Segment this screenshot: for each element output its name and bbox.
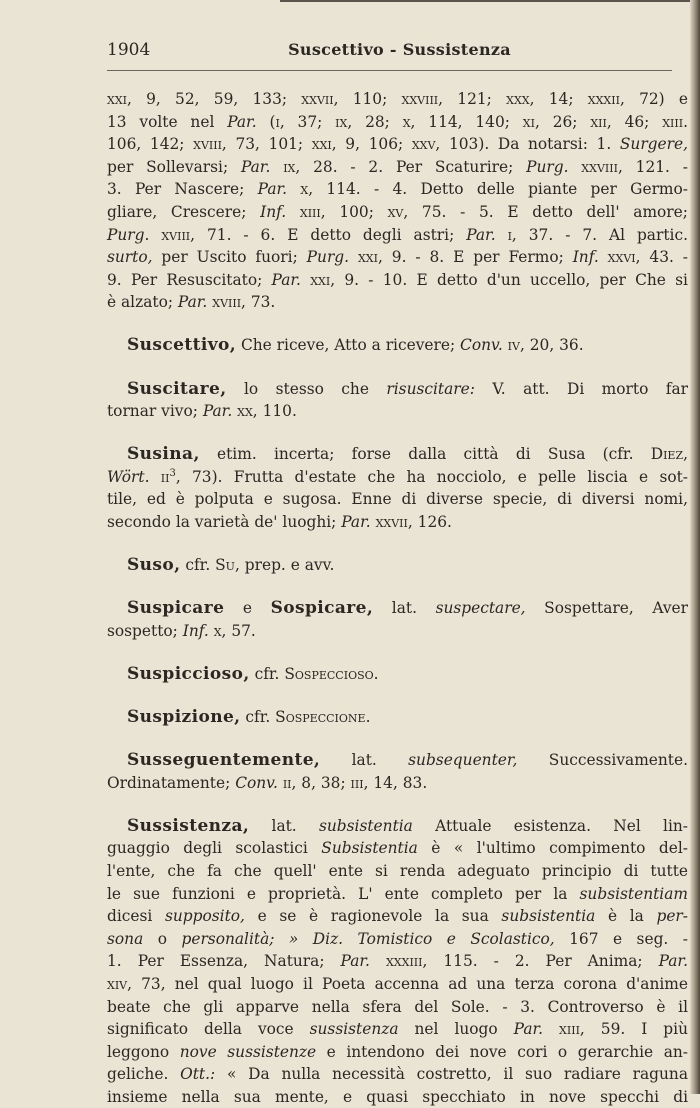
- italic-text: subsistentia: [318, 816, 413, 835]
- text-run: .: [365, 707, 371, 726]
- text-run: , 9, 52, 59, 133;: [127, 90, 302, 108]
- text-run: , 72) e: [619, 90, 688, 108]
- text-run: , 114, 140;: [410, 112, 523, 131]
- text-line: [107, 466, 688, 489]
- small-caps-text: xiii: [299, 202, 321, 221]
- text-line: [107, 291, 688, 314]
- book-binding-edge: [690, 0, 700, 1094]
- text-run: e: [224, 599, 271, 618]
- headword: Suspiccioso,: [127, 663, 250, 684]
- text-run: , 28. - 2. Per Scaturire;: [295, 157, 527, 176]
- text-run: sospetto;: [107, 621, 183, 640]
- text-run: dicesi: [107, 907, 165, 926]
- headword: Suspicare: [127, 598, 225, 619]
- text-run: , 126.: [407, 513, 452, 531]
- text-run: [543, 1020, 559, 1038]
- text-run: Ordinatamente;: [107, 773, 236, 792]
- italic-text: Purg.: [306, 248, 350, 267]
- italic-text: Inf.: [260, 202, 287, 221]
- text-run: , 9, 106;: [331, 135, 412, 154]
- text-line: [107, 749, 688, 772]
- entry-continuation: [107, 88, 688, 314]
- text-line: [107, 88, 688, 111]
- text-line: [107, 488, 688, 511]
- text-run: , prep. e avv.: [234, 556, 335, 575]
- text-line: [107, 706, 688, 729]
- text-run: e se è ragionevole la sua: [244, 907, 502, 926]
- small-caps-text: xiv: [107, 974, 128, 993]
- text-run: leggono: [107, 1042, 180, 1061]
- text-run: , 59. I più: [579, 1020, 688, 1039]
- small-caps-text: xx: [237, 402, 253, 421]
- small-caps-text: ii: [282, 773, 292, 792]
- text-run: [599, 248, 608, 266]
- italic-text: nove sussistenze: [179, 1042, 317, 1061]
- text-run: , 110;: [333, 90, 402, 108]
- dictionary-entry: [107, 554, 688, 577]
- italic-text: surto,: [107, 248, 153, 267]
- text-run: [270, 158, 283, 176]
- small-caps-text: xxi: [107, 90, 128, 108]
- text-run: 1. Per Essenza, Natura;: [107, 952, 341, 971]
- text-run: , 73, 101;: [221, 135, 312, 154]
- small-caps-text: x: [300, 180, 309, 199]
- text-run: Successivamente.: [517, 751, 688, 770]
- text-run: cfr.: [240, 707, 276, 726]
- text-line: [107, 1041, 688, 1064]
- text-line: [107, 620, 688, 643]
- small-caps-text: xxxiii: [385, 952, 423, 971]
- dictionary-entry: [107, 597, 688, 642]
- page-top-edge: [280, 0, 700, 2]
- text-run: 9. Per Resuscitato;: [107, 270, 272, 289]
- text-run: , 121. -: [617, 157, 688, 176]
- text-run: significato della voce: [107, 1020, 310, 1039]
- text-run: V. att. Di morto far: [474, 379, 689, 398]
- text-run: [149, 468, 160, 486]
- small-caps-text: xxx: [506, 90, 530, 108]
- italic-text: Par.: [227, 112, 257, 131]
- small-caps-text: xxi: [357, 248, 378, 267]
- text-run: , 75. - 5. E detto dell' amore;: [403, 202, 688, 221]
- text-run: , 73.: [241, 293, 276, 312]
- text-run: tornar vivo;: [107, 402, 203, 421]
- small-caps-text: ii: [160, 467, 170, 486]
- text-line: [107, 928, 688, 951]
- text-line: [107, 973, 688, 996]
- header-rule: [107, 70, 672, 71]
- text-run: , 37. - 7. Al partic.: [511, 225, 688, 244]
- text-line: [107, 246, 688, 269]
- text-run: cfr.: [180, 556, 216, 575]
- italic-text: Par.: [257, 180, 288, 199]
- text-line: [107, 443, 688, 466]
- text-run: 13 volte nel: [107, 112, 228, 131]
- dictionary-entries: [107, 88, 688, 1108]
- small-caps-text: ix: [283, 157, 296, 176]
- text-run: per Uscito fuori;: [152, 248, 307, 267]
- italic-text: Conv.: [460, 336, 503, 355]
- headword: Suscitare,: [127, 378, 227, 399]
- text-run: lat.: [249, 816, 319, 835]
- text-run: lat.: [320, 751, 409, 770]
- small-caps-text: iv: [507, 336, 520, 355]
- text-run: [496, 226, 508, 244]
- text-run: , 43. -: [635, 248, 689, 267]
- dictionary-entry: [107, 334, 688, 357]
- italic-text: risuscitare:: [386, 379, 475, 398]
- small-caps-text: i: [507, 225, 512, 244]
- text-run: , 9. - 10. E detto d'un uccello, per Che si: [330, 270, 688, 289]
- small-caps-text: i: [275, 112, 280, 131]
- text-run: per Sollevarsi;: [107, 157, 241, 176]
- italic-text: Par.: [513, 1020, 544, 1039]
- text-run: ,: [683, 445, 688, 464]
- text-line: [107, 815, 688, 838]
- italic-text: Purg.: [526, 157, 569, 176]
- italic-text: sussistenza: [309, 1020, 399, 1039]
- text-line: [107, 111, 688, 134]
- page-header: [107, 40, 672, 64]
- text-line: [107, 511, 688, 534]
- text-line: [107, 860, 688, 883]
- text-run: [349, 248, 358, 266]
- text-run: beate che gli apparve nella sfera del Sole. - 3. Controverso è il: [107, 997, 688, 1016]
- text-line: [107, 950, 688, 973]
- text-line: [107, 1018, 688, 1041]
- small-caps-text: xxviii: [581, 157, 618, 176]
- text-run: lat.: [373, 599, 436, 618]
- small-caps-text: xviii: [193, 135, 222, 154]
- italic-text: subsequenter,: [408, 751, 518, 770]
- text-run: .: [373, 664, 379, 683]
- text-line: [107, 334, 688, 357]
- italic-text: subsistentiam: [579, 884, 688, 903]
- page-number: 1904: [107, 40, 151, 60]
- small-caps-text: xv: [387, 202, 404, 221]
- italic-text: Inf.: [572, 248, 599, 267]
- italic-text: per-: [656, 907, 688, 926]
- text-run: [568, 158, 581, 176]
- text-line: [107, 224, 688, 247]
- text-run: è alzato;: [107, 293, 178, 312]
- text-run: le sue funzioni e proprietà. L' ente completo per la: [107, 884, 580, 903]
- small-caps-text: xiii: [662, 112, 684, 131]
- small-caps-text: xxv: [411, 135, 436, 154]
- headword: Sussistenza,: [127, 815, 250, 836]
- text-run: guaggio degli scolastici: [107, 839, 322, 858]
- text-run: , 71. - 6. E detto degli astri;: [190, 225, 467, 244]
- headword: Susseguentemente,: [127, 750, 321, 771]
- text-line: [107, 201, 688, 224]
- italic-text: Par.: [177, 293, 208, 312]
- small-caps-text: xxvi: [607, 248, 636, 267]
- text-run: , 37;: [279, 112, 336, 131]
- text-run: Che riceve, Atto a ricevere;: [236, 336, 461, 355]
- text-run: , 9. - 8. E per Fermo;: [377, 248, 573, 267]
- text-run: [149, 226, 161, 244]
- text-run: tile, ed è polputa e sugosa. Enne di diverse specie, di diversi nomi,: [107, 490, 688, 509]
- text-run: , 115. - 2. Per Anima;: [422, 952, 659, 971]
- text-run: l'ente, che fa che quell' ente si renda adeguato principio di tutte: [107, 861, 688, 880]
- text-run: [370, 952, 386, 970]
- text-run: geliche.: [107, 1065, 181, 1084]
- text-run: 167 e seg. -: [554, 929, 688, 948]
- italic-text: personalità; » Diz. Tomistico e Scolastico,: [181, 929, 555, 948]
- text-run: .: [683, 112, 688, 131]
- text-line: [107, 837, 688, 860]
- italic-text: Par.: [466, 225, 496, 244]
- text-run: , 114. - 4. Detto delle piante per Germo-: [308, 180, 688, 199]
- small-caps-text: xviii: [212, 293, 242, 312]
- headword: Suso,: [127, 555, 181, 576]
- text-run: insieme nella sua mente, e quasi specchiato in nove specchi di: [107, 1087, 688, 1106]
- running-title: Suscettivo - Sussistenza: [288, 40, 511, 59]
- text-run: , 73). Frutta d'estate che ha nocciolo, e pelle liscia e sot-: [175, 467, 688, 486]
- small-caps-text: xxviii: [401, 90, 439, 108]
- text-line: [107, 133, 688, 156]
- small-caps-text: x: [402, 112, 411, 131]
- text-run: Attuale esistenza. Nel lin-: [412, 816, 688, 835]
- text-run: « Da nulla necessità costretto, il suo radiare raguna: [215, 1065, 688, 1084]
- italic-text: Par.: [240, 157, 271, 176]
- text-line: [107, 156, 688, 179]
- italic-text: Subsistentia: [321, 839, 418, 858]
- text-line: [107, 400, 688, 423]
- text-line: [107, 772, 688, 795]
- italic-text: Ott.:: [180, 1065, 216, 1084]
- text-run: , 28;: [347, 112, 403, 131]
- small-caps-text: ix: [335, 112, 348, 131]
- italic-text: Inf.: [182, 621, 209, 640]
- text-run: , 46;: [606, 112, 663, 131]
- text-run: etim. incerta; forse dalla città di Susa (cfr.: [199, 445, 651, 464]
- text-run: [301, 271, 310, 289]
- text-run: è « l'ultimo compimento del-: [417, 839, 688, 858]
- text-run: , 14, 83.: [363, 773, 428, 792]
- small-caps-text: xxi: [311, 135, 332, 154]
- text-line: [107, 996, 688, 1019]
- text-run: nel luogo: [398, 1020, 514, 1039]
- text-line: [107, 663, 688, 686]
- italic-text: Conv.: [235, 773, 278, 792]
- text-run: e intendono dei nove cori o gerarchie an-: [316, 1042, 688, 1061]
- text-line: [107, 905, 688, 928]
- superscript: 3: [169, 467, 176, 479]
- text-run: cfr.: [249, 664, 285, 683]
- dictionary-entry: [107, 378, 688, 423]
- small-caps-text: Su: [215, 556, 235, 575]
- headword: Sospicare,: [270, 598, 374, 619]
- text-run: gliare, Crescere;: [107, 202, 261, 221]
- text-run: , 14;: [529, 90, 588, 108]
- text-line: [107, 1086, 688, 1108]
- text-line: [107, 1063, 688, 1086]
- italic-text: Wört.: [107, 467, 150, 486]
- text-run: , 8, 38;: [291, 773, 351, 792]
- italic-text: subsistentia: [501, 907, 596, 926]
- text-line: [107, 269, 688, 292]
- small-caps-text: Diez: [650, 445, 684, 464]
- italic-text: Par.: [271, 270, 301, 289]
- italic-text: Surgere,: [619, 135, 688, 154]
- italic-text: Par.: [340, 952, 370, 971]
- text-run: secondo la varietà de' luoghi;: [107, 513, 342, 531]
- small-caps-text: Sospeccione: [275, 707, 366, 726]
- text-run: , 73, nel qual luogo il Poeta accenna ad una terza corona d'anime: [127, 974, 688, 993]
- dictionary-entry: [107, 815, 688, 1108]
- text-run: , 110.: [252, 402, 297, 421]
- text-run: , 100;: [320, 202, 388, 221]
- small-caps-text: xxi: [310, 270, 331, 289]
- small-caps-text: xii: [590, 112, 607, 131]
- text-run: è la: [595, 907, 657, 926]
- headword: Susina,: [127, 444, 200, 465]
- text-line: [107, 883, 688, 906]
- dictionary-entry: [107, 706, 688, 729]
- small-caps-text: iii: [350, 773, 364, 792]
- italic-text: sona: [107, 929, 144, 948]
- text-run: , 57.: [221, 621, 256, 640]
- small-caps-text: xxxii: [587, 90, 620, 108]
- text-run: o: [143, 929, 182, 948]
- headword: Suspizione,: [127, 706, 241, 727]
- italic-text: Par.: [202, 402, 233, 421]
- italic-text: Par.: [658, 952, 688, 971]
- text-run: 3. Per Nascere;: [107, 180, 258, 199]
- italic-text: suspectare,: [435, 599, 526, 618]
- text-run: [286, 203, 300, 221]
- dictionary-entry: [107, 663, 688, 686]
- text-line: [107, 597, 688, 620]
- small-caps-text: xxvii: [375, 513, 408, 531]
- small-caps-text: xviii: [161, 225, 191, 244]
- text-run: , 103). Da notarsi: 1.: [435, 135, 620, 154]
- text-run: , 26;: [534, 112, 591, 131]
- text-run: [287, 180, 300, 198]
- italic-text: Par.: [341, 513, 371, 531]
- italic-text: supposito,: [164, 907, 245, 926]
- text-run: , 121;: [438, 90, 507, 108]
- text-line: [107, 554, 688, 577]
- small-caps-text: Sospeccioso: [284, 664, 374, 683]
- dictionary-entry: [107, 749, 688, 794]
- text-run: (: [256, 112, 276, 131]
- small-caps-text: xiii: [559, 1020, 580, 1039]
- text-line: [107, 178, 688, 201]
- text-run: 106, 142;: [107, 135, 194, 154]
- dictionary-entry: [107, 443, 688, 533]
- small-caps-text: x: [213, 621, 222, 640]
- text-run: , 20, 36.: [519, 336, 584, 355]
- italic-text: Purg.: [107, 225, 150, 244]
- small-caps-text: xi: [522, 112, 535, 131]
- text-run: Sospettare, Aver: [525, 599, 688, 618]
- text-run: lo stesso che: [226, 379, 387, 398]
- text-line: [107, 378, 688, 401]
- headword: Suscettivo,: [127, 335, 237, 356]
- small-caps-text: xxvii: [301, 90, 334, 108]
